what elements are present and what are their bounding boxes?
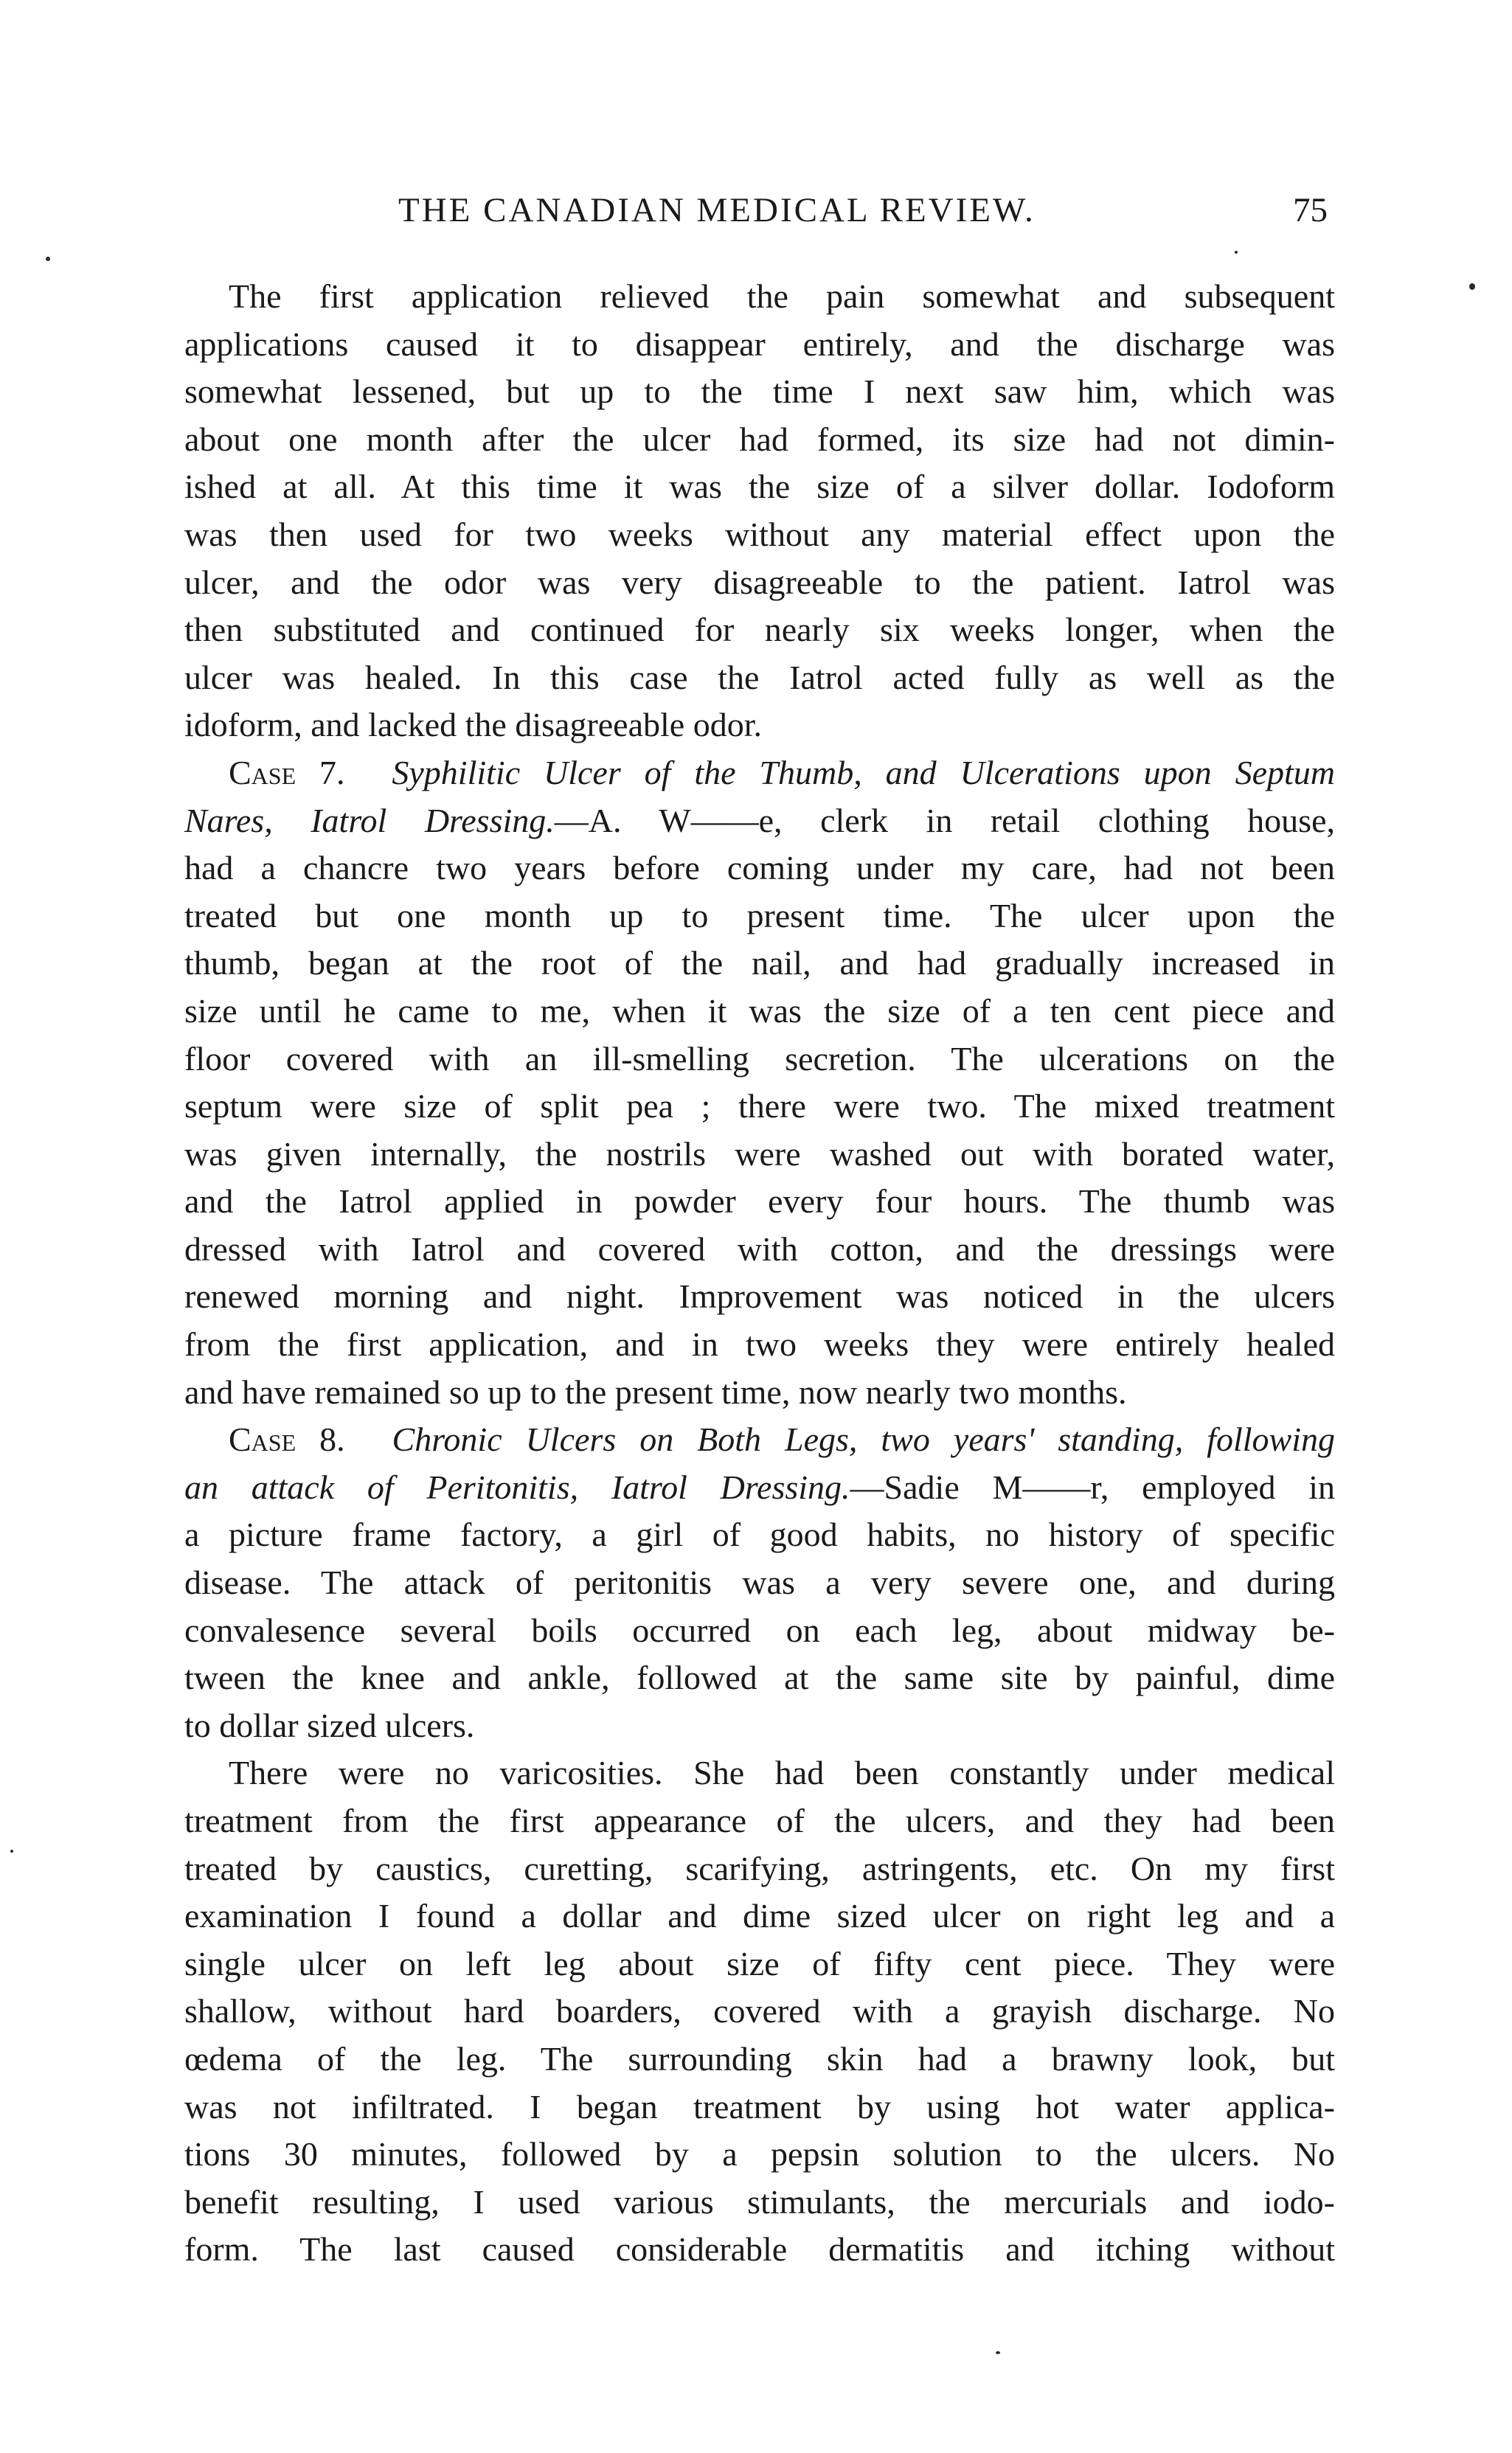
text-line: The first application relieved the pain somewhat and subsequent bbox=[229, 277, 1335, 315]
case-7-intro: —A. W——e, clerk in retail clothing house, bbox=[554, 801, 1335, 839]
scan-speck bbox=[46, 257, 50, 261]
text-line: applications caused it to disappear entirely, and the discharge was bbox=[184, 325, 1335, 363]
text-line bbox=[184, 797, 1335, 845]
text-line: ulcer was healed. In this case the Iatrol acted fully as well as the bbox=[184, 658, 1335, 696]
case-8-title: Chronic Ulcers on Both Legs, two years' standing, following bbox=[392, 1420, 1335, 1459]
text-line: and the Iatrol applied in powder every four hours. The thumb was bbox=[184, 1182, 1335, 1221]
case-7-heading bbox=[184, 749, 1335, 797]
text-line: a picture frame factory, a girl of good habits, no history of specific bbox=[184, 1516, 1335, 1554]
text-line: thumb, began at the root of the nail, and had gradually increased in bbox=[184, 944, 1335, 982]
text-line: ulcer, and the odor was very disagreeable to the patient. Iatrol was bbox=[184, 563, 1335, 601]
body-text bbox=[184, 273, 1335, 2274]
case-7-title-cont: Nares, Iatrol Dressing. bbox=[184, 801, 555, 839]
text-line: renewed morning and night. Improvement was noticed in the ulcers bbox=[184, 1277, 1335, 1316]
text-line: shallow, without hard boarders, covered with a grayish discharge. No bbox=[184, 1992, 1335, 2030]
text-line: treated by caustics, curetting, scarifying, astringents, etc. On my first bbox=[184, 1849, 1335, 1887]
text-line: dressed with Iatrol and covered with cotton, and the dressings were bbox=[184, 1229, 1335, 1268]
text-line: examination I found a dollar and dime sized ulcer on right leg and a bbox=[184, 1897, 1335, 1935]
text-line: tween the knee and ankle, followed at the same site by painful, dime bbox=[184, 1659, 1335, 1697]
case-8-intro: —Sadie M——r, employed in bbox=[850, 1468, 1335, 1506]
text-line: There were no varicosities. She had been constantly under medical bbox=[229, 1754, 1335, 1792]
page-number: 75 bbox=[1293, 191, 1328, 229]
case-8-title-cont: an attack of Peritonitis, Iatrol Dressing. bbox=[184, 1468, 850, 1506]
text-line: somewhat lessened, but up to the time I next saw him, which was bbox=[184, 372, 1335, 411]
text-line: had a chancre two years before coming under my care, had not been bbox=[184, 849, 1335, 887]
text-line: benefit resulting, I used various stimulants, the mercurials and iodo- bbox=[184, 2182, 1335, 2221]
case-8-heading bbox=[184, 1416, 1335, 1464]
text-line: and have remained so up to the present time, now nearly two months. bbox=[184, 1373, 1127, 1411]
running-head bbox=[369, 190, 1328, 242]
text-line: convalesence several boils occurred on each leg, about midway be- bbox=[184, 1611, 1335, 1649]
case-7-label: Case 7. bbox=[229, 753, 345, 791]
scan-speck bbox=[996, 2351, 1000, 2354]
text-line: treated but one month up to present time. The ulcer upon the bbox=[184, 896, 1335, 934]
scan-speck bbox=[1235, 251, 1238, 254]
text-line: œdema of the leg. The surrounding skin had a brawny look, but bbox=[184, 2039, 1335, 2078]
case-8-label: Case 8. bbox=[229, 1420, 345, 1459]
text-line: idoform, and lacked the disagreeable odor. bbox=[184, 706, 762, 744]
text-line: about one month after the ulcer had formed, its size had not dimin- bbox=[184, 420, 1335, 458]
text-line: was then used for two weeks without any material effect upon the bbox=[184, 515, 1335, 553]
text-line: form. The last caused considerable dermatitis and itching without bbox=[184, 2230, 1335, 2269]
text-line: disease. The attack of peritonitis was a very severe one, and during bbox=[184, 1564, 1335, 1602]
case-7-title: Syphilitic Ulcer of the Thumb, and Ulcerations upon Septum bbox=[392, 753, 1336, 791]
text-line: was given internally, the nostrils were washed out with borated water, bbox=[184, 1134, 1335, 1173]
text-line: from the first application, and in two weeks they were entirely healed bbox=[184, 1325, 1335, 1364]
text-line: septum were size of split pea ; there were two. The mixed treatment bbox=[184, 1087, 1335, 1125]
text-line: then substituted and continued for nearly six weeks longer, when the bbox=[184, 611, 1335, 649]
text-line: treatment from the first appearance of the ulcers, and they had been bbox=[184, 1802, 1335, 1839]
text-line: was not infiltrated. I began treatment by using hot water applica- bbox=[184, 2087, 1335, 2126]
text-line bbox=[184, 1464, 1335, 1512]
text-line: single ulcer on left leg about size of fifty cent piece. They were bbox=[184, 1944, 1335, 1982]
scan-speck bbox=[1469, 283, 1475, 290]
text-line: to dollar sized ulcers. bbox=[184, 1706, 475, 1744]
text-line: tions 30 minutes, followed by a pepsin solution to the ulcers. No bbox=[184, 2135, 1335, 2173]
running-title: THE CANADIAN MEDICAL REVIEW. bbox=[398, 191, 1036, 229]
text-line: floor covered with an ill-smelling secretion. The ulcerations on the bbox=[184, 1039, 1335, 1078]
scan-speck bbox=[10, 1850, 13, 1853]
text-line: ished at all. At this time it was the size of a silver dollar. Iodoform bbox=[184, 468, 1335, 506]
text-line: size until he came to me, when it was the size of a ten cent piece and bbox=[184, 991, 1335, 1030]
